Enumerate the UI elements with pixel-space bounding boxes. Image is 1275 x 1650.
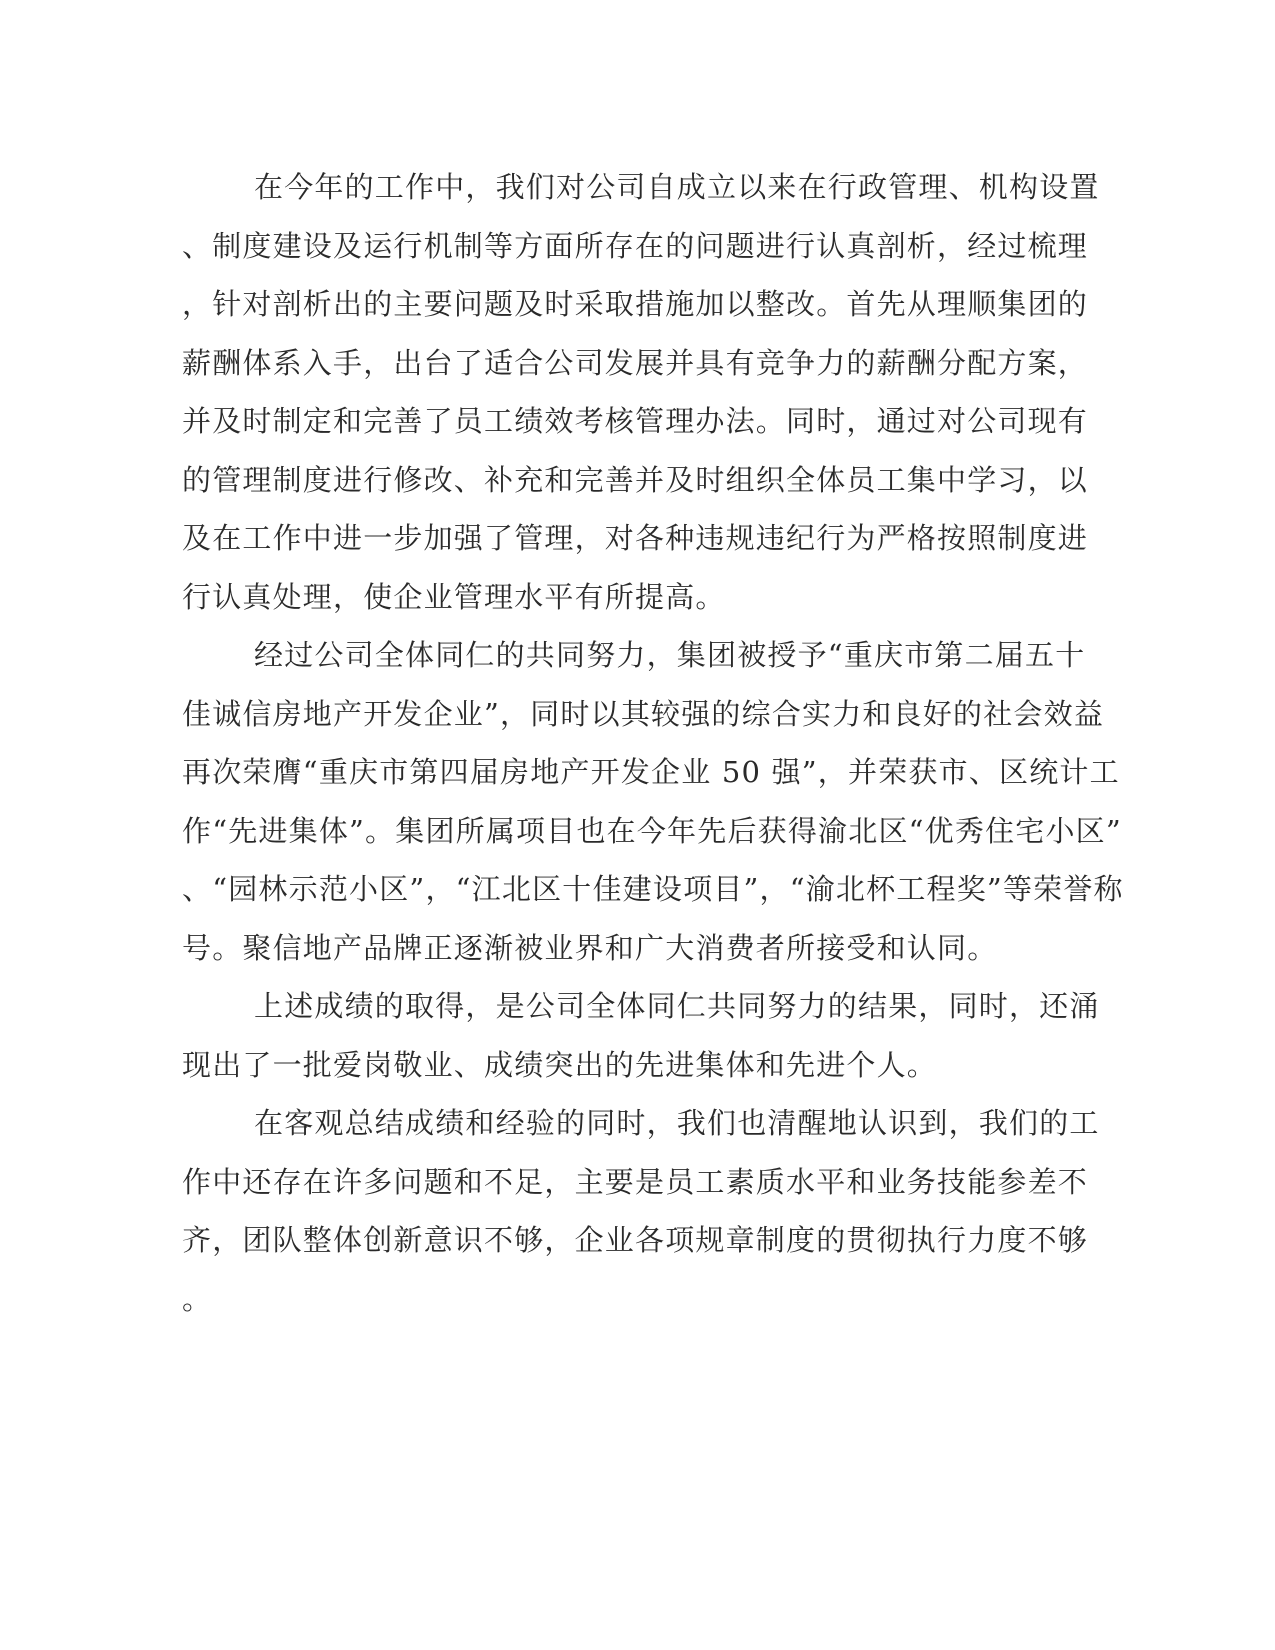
text-line: 的管理制度进行修改、补充和完善并及时组织全体员工集中学习，以 xyxy=(182,462,1089,497)
text-line: 作中还存在许多问题和不足，主要是员工素质水平和业务技能参差不 xyxy=(182,1164,1089,1199)
paragraph-2 xyxy=(182,626,1124,977)
text-line: 号。聚信地产品牌正逐渐被业界和广大消费者所接受和认同。 xyxy=(182,930,998,965)
text-line: 在今年的工作中，我们对公司自成立以来在行政管理、机构设置 xyxy=(254,170,1100,204)
text-line: ，针对剖析出的主要问题及时采取措施加以整改。首先从理顺集团的 xyxy=(182,287,1089,321)
paragraph-3 xyxy=(182,977,1100,1094)
text-line: 上述成绩的取得，是公司全体同仁共同努力的结果，同时，还涌 xyxy=(254,989,1100,1023)
text-line: 齐，团队整体创新意识不够，企业各项规章制度的贯彻执行力度不够 xyxy=(182,1223,1089,1257)
text-line: 佳诚信房地产开发企业”，同时以其较强的综合实力和良好的社会效益 xyxy=(182,696,1105,731)
text-line: 、“园林示范小区”，“江北区十佳建设项目”，“渝北杯工程奖”等荣誉称 xyxy=(182,872,1124,906)
text-line: 现出了一批爱岗敬业、成绩突出的先进集体和先进个人。 xyxy=(182,1047,938,1082)
paragraph-4 xyxy=(182,1094,1100,1328)
text-line: 并及时制定和完善了员工绩效考核管理办法。同时，通过对公司现有 xyxy=(182,404,1089,438)
text-line: 。 xyxy=(182,1281,213,1316)
text-line: 及在工作中进一步加强了管理，对各种违规违纪行为严格按照制度进 xyxy=(182,521,1089,555)
text-line: 经过公司全体同仁的共同努力，集团被授予“重庆市第二届五十 xyxy=(254,638,1086,672)
paragraph-1 xyxy=(182,158,1100,626)
text-line: 作“先进集体”。集团所属项目也在今年先后获得渝北区“优秀住宅小区” xyxy=(182,813,1122,848)
text-line: 、制度建设及运行机制等方面所存在的问题进行认真剖析，经过梳理 xyxy=(182,228,1089,263)
document-body xyxy=(182,158,1124,1328)
text-line: 薪酬体系入手，出台了适合公司发展并具有竞争力的薪酬分配方案， xyxy=(182,345,1089,380)
text-line: 再次荣膺“重庆市第四届房地产开发企业 50 强”，并荣获市、区统计工 xyxy=(182,755,1120,789)
text-line: 在客观总结成绩和经验的同时，我们也清醒地认识到，我们的工 xyxy=(254,1106,1100,1140)
text-line: 行认真处理，使企业管理水平有所提高。 xyxy=(182,579,726,614)
